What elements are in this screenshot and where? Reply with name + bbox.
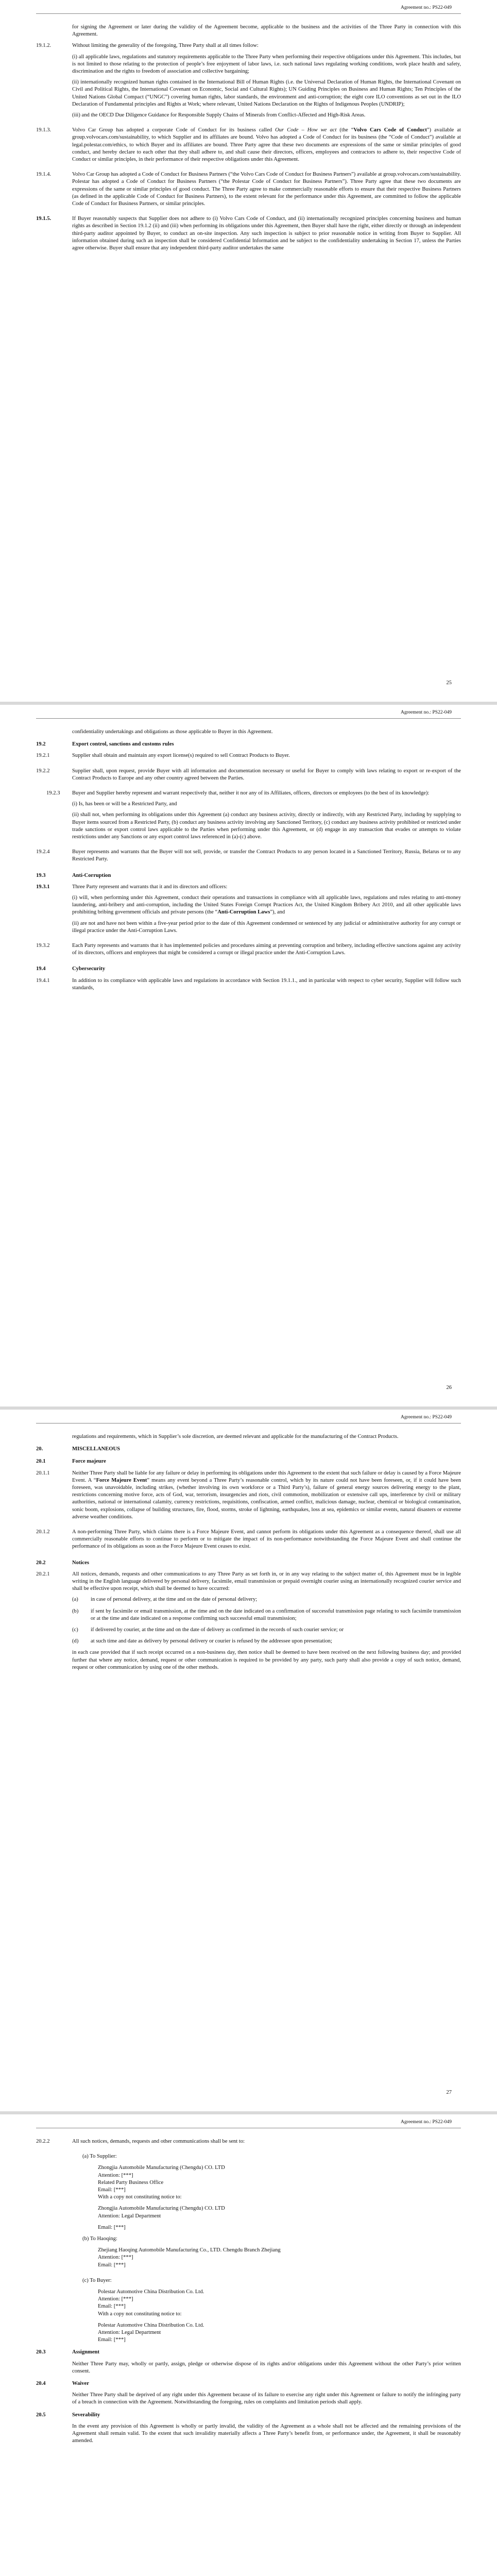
document-page-26 [0, 705, 497, 1408]
page-number: 25 [446, 680, 452, 686]
clause-19-3-2: 19.3.2 Each Party represents and warrants that it has implemented policies and procedures aiming at preventing corruption and bribery, including effective sanctions against any activity of its directors, officers and employees that might be considered a corrupt or illegal practice under the Anti-Corruption Laws. [36, 943, 461, 956]
page-content [36, 2138, 461, 2449]
clause-19-1-5 [36, 215, 461, 256]
document-page-28 [0, 2114, 497, 2576]
paragraph: Neither Three Party may, wholly or partly, assign, pledge or otherwise dispose of its rights and/or obligations under this Agreement without the other Party’s prior written consent. [72, 2361, 461, 2374]
clause-item: (ii) internationally recognized human rights contained in the International Bill of Human Rights (i.e. the Universal Declaration of Human Rights, the International Covenant on Civil and Political Rights, the International Covenant on Economic, Social and Cultural Rights); UN Guiding Principles on Business and Human Rights; Ten Principles of the United Nations Global Compact (“UNGC”) covering human rights, labor standards, the environment and anti-corruption; the eight core ILO conventions as set out in the ILO Declaration of Fundamental principles and Rights at Work; where relevant, United Nations Declaration on the Rights of Indigenous Peoples (UNDRIP); [72, 79, 461, 107]
clause-item: (i) all applicable laws, regulations and statutory requirements applicable to the Three Party when performing their respective obligations under this Agreement. This includes, but is not limited to those relating to the protection of people’s free enjoyment of labor laws, i.e. such national laws regulating working conditions, work place health and safety, discrimination and the rights to freedom of association and collective bargaining; [72, 54, 461, 75]
paragraph: confidentiality undertakings and obligations as those applicable to Buyer in this Agreement. [72, 729, 273, 735]
notice-address-supplier: (a) To Supplier: Zhongjia Automobile Manufacturing (Chengdu) CO. LTD Attention: [***] Related Party Business Office Email: [***] With a copy not constituting notice to: Zhongjia Automobile Manufacturing (Chengdu) CO. LTD Attention: Legal Department Email: [***] (b) To Haoqing: Zhejiang Haoqing Automobile Manufacturing Co., LTD. Chengdu Branch Zhejiang Attention: [***] Email: [***] (c) To Buyer: Polestar Automotive China Distribution Co. Ltd. Attention: [***] Email: [***] With a copy not constituting notice to: Polestar Automotive China Distribution Co. Ltd. Attention: Legal Department Email: [***] [82, 2154, 281, 2343]
section-heading: 19.2 Export control, sanctions and customs rules [36, 741, 174, 748]
clause-20-1-1: 20.1.1 Neither Three Party shall be liable for any failure or delay in performing its obligations under this Agreement to the extent that such failure or delay is caused by a Force Majeure Event. A “Force Majeure Event” means any event beyond a Three Party’s reasonable control, which by its nature could not have been foreseen, or, if it could have been foreseen, was unavoidable, including strikes, (whether involving its own workforce or a Third Party’s), failure of general energy sources delivering energy to the plant, restrictions concerning motive force, acts of God, war, terrorism, insurgencies and riots, civil commotion, mobilization or extensive call ups, interference by civil or military authorities, national or international calamity, currency restrictions, requisitions, confiscation, armed conflict, malicious damage, nuclear, chemical or biological contamination, sonic boom, explosions, collapse of building structures, fire, flood, storms, stroke of lightning, earthquakes, loss at sea, epidemics or similar events, natural disasters or extreme adverse weather conditions. [36, 1470, 461, 1520]
clause-19-2-1: 19.2.1 Supplier shall obtain and maintain any export license(s) required to sell Contract Products to Buyer. [36, 753, 290, 759]
agreement-reference: Agreement no.: PS22-049 [401, 710, 452, 715]
paragraph: Neither Three Party shall be deprived of any right under this Agreement because of its failure to exercise any right under this Agreement or failure to notify the infringing party of a breach in connection with the Agreement. Notwithstanding the foregoing, rules on complaints and limitation periods shall apply. [72, 2392, 461, 2405]
clause-number: 19.1.2. [36, 43, 52, 49]
list-item: (b) if sent by facsimile or email transmission, at the time and on the date indicated on a confirmation of successful transmission page relating to such facsimile transmission or at the time and date indicated on a response confirming such successful email transmission; [72, 1608, 461, 1621]
clause-number: 19.1.5. [36, 216, 52, 222]
clause-19-1-4 [36, 171, 461, 211]
clause-number: 19.1.3. [36, 127, 52, 133]
page-content [36, 728, 461, 999]
clause-19-2-2: 19.2.2 Supplier shall, upon request, provide Buyer with all information and documentation necessary or useful for Buyer to comply with laws relating to export or re-export of the Contract Products to Europe and any other country agreed between the Parties. [36, 768, 461, 781]
clause-20-2-1: 20.2.1 All notices, demands, requests and other communications to any Three Party as set forth in, or in any way relating to the subject matter of, this Agreement must be in legible writing in the English language delivered by personal delivery, facsimile, email transmission or prepaid overnight courier using an internationally recognized courier service and shall be effective upon receipt, which shall be deemed to have occurred: (a) in case of personal delivery, at the time and on the date of personal delivery; (b) if sent by facsimile or email transmission, at the time and on the date indicated on a confirmation of successful transmission page relating to such facsimile transmission or at the time and date indicated on a response confirming such successful email transmission; (c) if delivered by courier, at the time and on the date of delivery as confirmed in the records of such courier service; or (d) at such time and date as delivery by personal delivery or courier is refused by the addressee upon presentation; in each case provided that if such receipt occurred on a non-business day, then notice shall be deemed to have been received on the next following business day; and provided further that where any notice, demand, request or other communication is required to be provided by any party, such party shall also provide a copy of such notice, demand, request or other communication by using one of the other methods. [36, 1571, 461, 1670]
header-rule [36, 718, 461, 719]
header-rule [36, 13, 461, 14]
page-content [36, 1433, 461, 1679]
list-item: (d) at such time and date as delivery by personal delivery or courier is refused by the addressee upon presentation; [72, 1638, 332, 1645]
document-page-25 [0, 0, 497, 703]
clause-text: If Buyer reasonably suspects that Supplier does not adhere to (i) Volvo Cars Code of Conduct, and (ii) internationally recognized principles concerning business and human rights as described in Section 19.1.2 (ii) and (iii) when performing its obligations under this Agreement, then Buyer shall have the right, either directly or through an independent third-party auditor appointed by Buyer, to conduct an on-site inspection. Any such inspection is subject to prior reasonable notice in writing from Buyer to Supplier. All information obtained during such an inspection shall be considered Confidential Information and be subject to the confidentiality undertaking in Section 17, unless the Parties agree otherwise. Buyer shall ensure that any independent third-party auditor undertakes the same [72, 216, 461, 251]
agreement-reference: Agreement no.: PS22-049 [401, 1415, 452, 1420]
clause-20-1-2: 20.1.2 A non-performing Three Party, which claims there is a Force Majeure Event, and cannot perform its obligations under this Agreement as a consequence thereof, shall use all commercially reasonable efforts to continue to perform or to mitigate the impact of its non-performance notwithstanding the Force Majeure Event and shall continue the performance of its obligations as soon as the Force Majeure Event ceases to exist. [36, 1529, 461, 1550]
page-number: 26 [446, 1385, 452, 1391]
list-item: (c) if delivered by courier, at the time and on the date of delivery as confirmed in the records of such courier service; or [72, 1627, 344, 1633]
clause-19-2-4: 19.2.4 Buyer represents and warrants that the Buyer will not sell, provide, or transfer the Contract Products to any person located in a Sanctioned Territory, Russia, Belarus or to any Restricted Party. [36, 849, 461, 862]
agreement-reference: Agreement no.: PS22-049 [401, 2120, 452, 2125]
clause-text: Volvo Car Group has adopted a Code of Conduct for Business Partners (“the Volvo Cars Code of Conduct for Business Partners”) available at group.volvocars.com/sustainability. Polestar has adopted a Code of Conduct for Business Partners (“the Polestar Code of Conduct for Business Partners”). Three Party agree that these two documents are expressions of the same or similar principles of good conduct. The Three Party agree to make commercially reasonable efforts to ensure that their respective Business Partners (as defined in the applicable Code of Conduct for Business Partners), to the extent relevant for the performance under this Agreement, are committed to follow the applicable Code of Conduct for Business Partners, or similar principles. [72, 172, 461, 207]
clause-text: Without limiting the generality of the foregoing, Three Party shall at all times follow: [72, 43, 259, 49]
clause-19-2-3: 19.2.3 Buyer and Supplier hereby represent and warrant respectively that, neither it nor any of its Affiliates, officers, directors or employees (to the best of its knowledge): (i) Is, has been or will be a Restricted Party, and (ii) shall not, when performing its obligations under this Agreement (a) conduct any business activity, directly or indirectly, with any Restricted Party, including by supplying to Buyer items sourced from a Restricted Party, (b) conduct any business activity involving any Sanctioned Territory, (c) conduct any business activity prohibited or restricted under trade sanctions or export control laws applicable to the Parties when performing under this Agreement, or (d) engage in any transaction that evades or attempts to violate restrictions under any Sanctions or any export control laws referenced in (a)-(c) above. [46, 790, 461, 840]
clause-20-2-2: 20.2.2 All such notices, demands, requests and other communications shall be sent to: [36, 2139, 245, 2144]
clause-19-4-1: 19.4.1 In addition to its compliance with applicable laws and regulations in accordance with Section 19.1.1., and in particular with respect to cyber security, Supplier will follow such standards, [36, 977, 461, 991]
clause-19-3-1: 19.3.1 Three Party represent and warrants that it and its directors and officers: (i) will, when performing under this Agreement, conduct their operations and transactions in compliance with all applicable laws, regulations and rules relating to anti-money laundering, anti-bribery and anti-corruption, including the United States Foreign Corrupt Practices Act, the United Kingdom Bribery Act 2010, and all other applicable laws prohibiting bribing government officials and private persons (the “Anti-Corruption Laws”), and (ii) are not and have not been within a five-year period prior to the date of this Agreement condemned or sentenced by any judicial or administrative authority for any corrupt or illegal practice under the Anti-Corruption Laws. [36, 884, 461, 934]
list-item: (a) in case of personal delivery, at the time and on the date of personal delivery; [72, 1597, 258, 1603]
clause-item: (iii) and the OECD Due Diligence Guidance for Responsible Supply Chains of Minerals from Conflict-Affected and High-Risk Areas. [72, 112, 366, 118]
section-heading: 20.4 Waiver [36, 2381, 89, 2387]
clause-19-1-3 [36, 127, 461, 167]
page-number: 27 [446, 2090, 452, 2095]
clause-number: 19.1.4. [36, 172, 52, 178]
clause-text: Volvo Car Group has adopted a corporate Code of Conduct for its business called Our Code – How we act (the “Volvo Cars Code of Conduct”) available at group.volvocars.com/sustainability, to which Supplier and its affiliates are bound. Volvo has adopted a Code of Conduct for its business (the “Code of Conduct”) available at legal.polestar.com/ethics, to which Buyer and its affiliates are bound. Three Party agree that these two documents are expressions of the same or similar principles of good conduct, and hereby declare to each other that they shall adhere to, and shall cause their directors, officers, employees and contractors to adhere to, their respective Code of Conduct or similar principles, in their performance of their respective obligations under this Agreement. [72, 127, 461, 163]
document-page-27 [0, 1410, 497, 2113]
paragraph: In the event any provision of this Agreement is wholly or partly invalid, the validity of the Agreement as a whole shall not be affected and the remaining provisions of the Agreement shall remain valid. To the extent that such invalidity materially affects a Three Party’s benefit from, or performance under, the Agreement, it shall be reasonably amended. [72, 2423, 461, 2444]
section-heading: 20.3 Assignment [36, 2349, 99, 2355]
section-heading: 20.5 Severability [36, 2412, 100, 2418]
paragraph: for signing the Agreement or later during the validity of the Agreement become, applicable to the business and the activities of the Three Party in connection with this Agreement. [72, 24, 461, 38]
clause-19-1-2 [36, 42, 461, 123]
section-heading: 20.2 Notices [36, 1560, 89, 1566]
section-heading: 19.4 Cybersecurity [36, 966, 106, 972]
page-content [36, 24, 461, 260]
section-heading: 20.1 Force majeure [36, 1459, 106, 1465]
paragraph: regulations and requirements, which in Supplier’s sole discretion, are deemed relevant and applicable for the manufacturing of the Contract Products. [72, 1434, 399, 1439]
section-heading: 19.3 Anti-Corruption [36, 872, 111, 878]
section-heading: 20. MISCELLANEOUS [36, 1446, 121, 1452]
agreement-reference: Agreement no.: PS22-049 [401, 5, 452, 10]
